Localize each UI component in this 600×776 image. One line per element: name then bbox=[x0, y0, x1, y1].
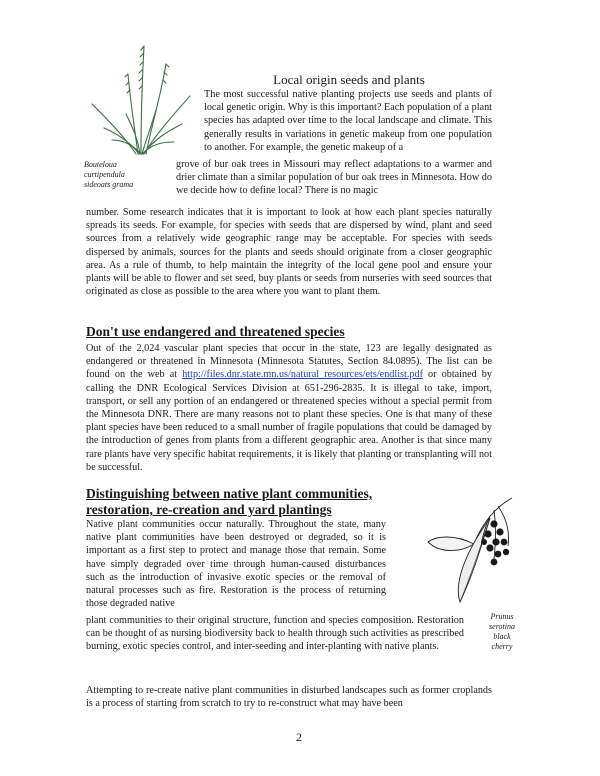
heading-endangered-species: Don't use endangered and threatened species bbox=[86, 324, 345, 339]
section-title-local-seeds: Local origin seeds and plants bbox=[273, 72, 425, 87]
re-creation-paragraph: Attempting to re-create native plant communities in disturbed landscapes such as former croplands is a process of starting from scratch to try to re-construct what may have been bbox=[86, 685, 492, 710]
black-cherry-illustration-icon bbox=[424, 494, 516, 608]
intro-paragraph-full: number. Some research indicates that it is important to look at how each plant species naturally spreads its seeds. For example, for species with seeds that are dispersed by wind, plant and seed sources from a relatively wide geographic range may be acceptable. For species with seeds dispersed by animals, sources for the plants and seeds should originate from a closer geographic area. As a rule of thumb, to help maintain the integrity of the local gene pool and ensure your plants will be able to flower and set seed, buy plants or seeds from nurseries with seed sources that originated as close as possible to the area where you want to plant them. bbox=[86, 207, 492, 298]
grass-illustration-icon bbox=[86, 44, 196, 156]
heading-distinguishing-line1: Distinguishing between native plant communities, bbox=[86, 486, 373, 501]
cherry-caption: Prunus serotina black cherry bbox=[489, 612, 515, 651]
intro-paragraph-right: The most successful native planting projects use seeds and plants of local genetic origin. Why is this important? Each population of a plant species has adapted over time to the local landscape and climate. This generally results in variations in genetic makeup from one population to another. For example, the genetic makeup of a bbox=[204, 89, 492, 153]
endangered-species-paragraph bbox=[86, 342, 492, 474]
heading-distinguishing-line2: restoration, re-creation and yard plantings bbox=[86, 502, 332, 517]
intro-paragraph-mid: grove of bur oak trees in Missouri may reflect adaptations to a warmer and drier climate than a similar population of bur oak trees in Minnesota. How do we decide how to define local? There is no magic bbox=[176, 159, 492, 197]
endangered-text-before-link: Out of the 2,024 vascular plant species that occur in the state, 123 are legally designated as endangered or threatened in Minnesota (Minnesota Statutes, Section 84.0895). The list can be found on the web at bbox=[86, 343, 492, 381]
page-number: 2 bbox=[296, 730, 302, 744]
native-communities-paragraph: Native plant communities occur naturally. Throughout the state, many native plant communities have been destroyed or degraded, so it is important as a first step to protect and manage those that remain. Some have simply degraded over time through human-caused disturbances such as the introduction of invasive exotic species or the removal of natural processes such as fire. Restoration is the process of returning those degraded native bbox=[86, 519, 386, 610]
endlist-link[interactable]: http://files.dnr.state.mn.us/natural_resources/ets/endlist.pdf bbox=[182, 369, 423, 381]
endangered-text-after-link: or obtained by calling the DNR Ecological Services Division at 651-296-2835. It is illegal to take, import, transport, or sell any portion of an endangered or threatened species without a special permit from the Minnesota DNR. There are many reasons not to plant these species. One is that many of these plant species have been reduced to a small number of fragile populations that could be damaged by the introduction of genes from plants from a different geographic area. Another is that since many rare plants have very specific habitat requirements, it is likely that planting or transplanting will not be successful. bbox=[86, 369, 492, 473]
restoration-paragraph: plant communities to their original structure, function and species composition. Restoration can be thought of as nursing biodiversity back to health through such activities as prescribed burning, exotic species control, and inter-seeding and inter-planting with native plants. bbox=[86, 615, 464, 653]
grass-caption: Bouteloua curtipendula sideoats grama bbox=[84, 160, 134, 189]
